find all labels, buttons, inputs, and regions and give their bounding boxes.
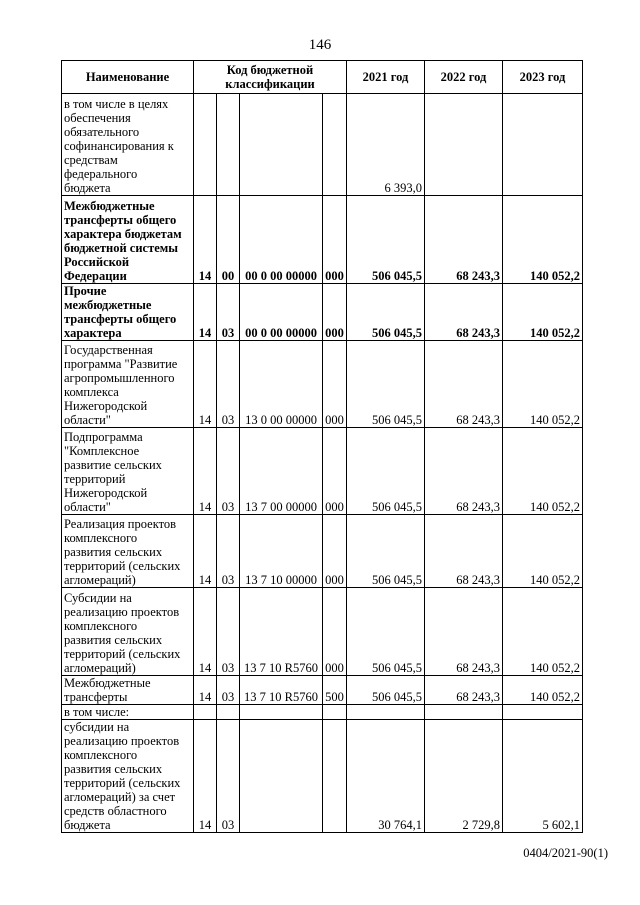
table-row	[62, 284, 583, 341]
code-section: 14	[194, 341, 217, 428]
code-section: 14	[194, 588, 217, 676]
value-2023	[503, 705, 583, 720]
code-target-article: 00 0 00 00000	[240, 196, 323, 284]
value-2022: 68 243,3	[425, 196, 503, 284]
document-code: 0404/2021-90(1)	[523, 846, 608, 860]
value-2022	[425, 94, 503, 196]
row-name: Субсидии на реализацию проектов комплексного развития сельских территорий (сельских агломераций)	[62, 588, 194, 676]
code-subsection: 03	[217, 588, 240, 676]
code-expense-type: 000	[323, 515, 347, 588]
table-row	[62, 341, 583, 428]
value-2021	[347, 705, 425, 720]
code-target-article: 13 0 00 00000	[240, 341, 323, 428]
code-expense-type	[323, 94, 347, 196]
value-2021: 6 393,0	[347, 94, 425, 196]
code-subsection: 03	[217, 720, 240, 833]
code-target-article: 13 7 10 R5760	[240, 588, 323, 676]
header-name: Наименование	[62, 61, 194, 94]
value-2023: 140 052,2	[503, 196, 583, 284]
code-subsection: 03	[217, 284, 240, 341]
table-row	[62, 428, 583, 515]
value-2023: 140 052,2	[503, 588, 583, 676]
code-section: 14	[194, 284, 217, 341]
code-section: 14	[194, 428, 217, 515]
value-2023: 5 602,1	[503, 720, 583, 833]
value-2022: 68 243,3	[425, 676, 503, 705]
row-name: Прочие межбюджетные трансферты общего характера	[62, 284, 194, 341]
header-2023: 2023 год	[503, 61, 583, 94]
code-subsection: 03	[217, 515, 240, 588]
code-expense-type	[323, 705, 347, 720]
code-expense-type	[323, 720, 347, 833]
code-expense-type: 500	[323, 676, 347, 705]
code-expense-type: 000	[323, 341, 347, 428]
code-section: 14	[194, 720, 217, 833]
value-2022: 68 243,3	[425, 588, 503, 676]
value-2021: 30 764,1	[347, 720, 425, 833]
code-target-article: 13 7 00 00000	[240, 428, 323, 515]
code-target-article: 00 0 00 00000	[240, 284, 323, 341]
code-expense-type: 000	[323, 196, 347, 284]
row-name: Межбюджетные трансферты общего характера бюджетам бюджетной системы Российской Федерации	[62, 196, 194, 284]
row-name: Государственная программа "Развитие агропромышленного комплекса Нижегородской области"	[62, 341, 194, 428]
row-name: Реализация проектов комплексного развития сельских территорий (сельских агломераций)	[62, 515, 194, 588]
row-name: в том числе:	[62, 705, 194, 720]
code-expense-type: 000	[323, 284, 347, 341]
row-name: Подпрограмма "Комплексное развитие сельских территорий Нижегородской области"	[62, 428, 194, 515]
table-row	[62, 720, 583, 833]
code-subsection	[217, 94, 240, 196]
row-name: субсидии на реализацию проектов комплексного развития сельских территорий (сельских агломераций) за счет средств областного бюджета	[62, 720, 194, 833]
table-row	[62, 705, 583, 720]
value-2021: 506 045,5	[347, 196, 425, 284]
value-2021: 506 045,5	[347, 676, 425, 705]
table-row	[62, 196, 583, 284]
value-2021: 506 045,5	[347, 588, 425, 676]
value-2021: 506 045,5	[347, 284, 425, 341]
value-2021: 506 045,5	[347, 341, 425, 428]
code-expense-type: 000	[323, 428, 347, 515]
value-2022: 2 729,8	[425, 720, 503, 833]
code-section: 14	[194, 676, 217, 705]
value-2021: 506 045,5	[347, 428, 425, 515]
table-row	[62, 515, 583, 588]
value-2022: 68 243,3	[425, 284, 503, 341]
code-subsection	[217, 705, 240, 720]
header-2021: 2021 год	[347, 61, 425, 94]
code-subsection: 03	[217, 676, 240, 705]
code-target-article: 13 7 10 R5760	[240, 676, 323, 705]
header-row	[62, 61, 583, 94]
code-subsection: 03	[217, 428, 240, 515]
value-2023	[503, 94, 583, 196]
page-number: 146	[308, 37, 332, 53]
table-row	[62, 94, 583, 196]
value-2021: 506 045,5	[347, 515, 425, 588]
table-row	[62, 676, 583, 705]
code-target-article	[240, 94, 323, 196]
value-2023: 140 052,2	[503, 515, 583, 588]
value-2023: 140 052,2	[503, 428, 583, 515]
budget-table	[61, 60, 583, 833]
code-section	[194, 705, 217, 720]
value-2022	[425, 705, 503, 720]
value-2022: 68 243,3	[425, 515, 503, 588]
code-subsection: 00	[217, 196, 240, 284]
code-section: 14	[194, 196, 217, 284]
code-expense-type: 000	[323, 588, 347, 676]
code-section	[194, 94, 217, 196]
code-target-article	[240, 720, 323, 833]
header-2022: 2022 год	[425, 61, 503, 94]
code-subsection: 03	[217, 341, 240, 428]
code-target-article	[240, 705, 323, 720]
value-2023: 140 052,2	[503, 284, 583, 341]
code-section: 14	[194, 515, 217, 588]
value-2022: 68 243,3	[425, 341, 503, 428]
row-name: в том числе в целях обеспечения обязательного софинансирования к средствам федерального бюджета	[62, 94, 194, 196]
value-2023: 140 052,2	[503, 676, 583, 705]
row-name: Межбюджетные трансферты	[62, 676, 194, 705]
code-target-article: 13 7 10 00000	[240, 515, 323, 588]
value-2022: 68 243,3	[425, 428, 503, 515]
value-2023: 140 052,2	[503, 341, 583, 428]
header-code: Код бюджетной классификации	[194, 61, 347, 94]
table-row	[62, 588, 583, 676]
